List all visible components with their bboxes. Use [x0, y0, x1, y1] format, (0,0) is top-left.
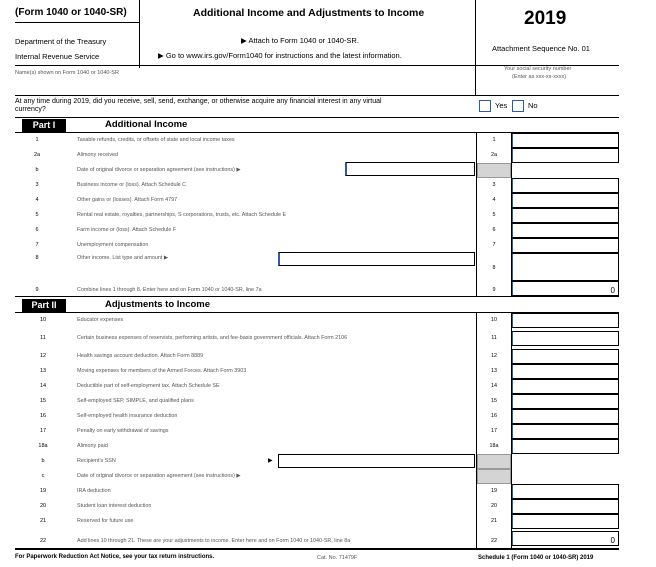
line-amount-field[interactable] — [511, 514, 619, 529]
line-box-label: 20 — [491, 503, 497, 509]
line-num: 1 — [35, 137, 39, 143]
line-num: 6 — [35, 227, 39, 233]
line-box-label: 19 — [491, 488, 497, 494]
line-22-label: 22 — [491, 538, 497, 544]
line-amount-field[interactable] — [511, 193, 619, 208]
line-box-label: 6 — [492, 227, 496, 233]
line-amount-field[interactable] — [511, 364, 619, 379]
line-22-value: 0 — [610, 536, 615, 545]
line-description: Other income. List type and amount ▶ — [77, 255, 169, 261]
line-description: Alimony paid — [77, 443, 108, 449]
line-description: Business income or (loss). Attach Schedule C — [77, 182, 187, 188]
ssn-format: (Enter as xxx-xx-xxxx) — [512, 74, 567, 80]
other-income-type-field[interactable] — [278, 252, 475, 266]
line-description: Farm income or (loss). Attach Schedule F — [77, 227, 177, 233]
line-num: 16 — [39, 413, 47, 419]
shaded-cell — [477, 454, 511, 469]
line-description: Alimony received — [77, 152, 119, 158]
divorce-date-field-part1[interactable] — [345, 162, 475, 176]
line-amount-field[interactable] — [511, 349, 619, 364]
line-num: 13 — [39, 368, 47, 374]
line-box-label: 5 — [492, 212, 496, 218]
line-22-amount[interactable] — [511, 531, 619, 546]
header-line-a — [15, 22, 139, 23]
line-num: 7 — [35, 242, 39, 248]
line-box-label: 10 — [491, 317, 497, 323]
line-9-desc: Combine lines 1 through 8. Enter here and on Form 1040 or 1040-SR, line 7a — [77, 287, 262, 293]
yes-label: Yes — [495, 101, 508, 110]
part-2-col-line-a — [476, 312, 477, 548]
line-num: 3 — [35, 182, 39, 188]
line-amount-field[interactable] — [511, 148, 619, 163]
line-description: Educator expenses — [77, 317, 124, 323]
line-description: Student loan interest deduction — [77, 503, 152, 509]
ssn-label: Your social security number — [504, 66, 572, 72]
attach-instruction: ▶ Attach to Form 1040 or 1040-SR. — [241, 36, 359, 45]
line-22-desc: Add lines 10 through 21. These are your adjustments to income. Enter here and on Form 1040 or 1040-SR, line 8a — [77, 538, 351, 544]
part-2-col-line-b — [511, 312, 512, 548]
line-box-label: 1 — [492, 137, 496, 143]
line-box-label: 8 — [492, 265, 496, 271]
line-amount-field[interactable] — [511, 253, 619, 281]
line-22-num: 22 — [39, 538, 47, 544]
line-num: 5 — [35, 212, 39, 218]
header-divider-right — [475, 0, 476, 96]
line-box-label: 16 — [491, 413, 497, 419]
line-amount-field[interactable] — [511, 331, 619, 346]
tax-year: 2019 — [524, 8, 567, 29]
virtual-currency-question: At any time during 2019, did you receive, sell, send, exchange, or otherwise acquire any financial interest in any virtual — [15, 98, 382, 105]
part-1-title: Additional Income — [105, 119, 188, 130]
line-num: b — [41, 458, 45, 464]
line-amount-field[interactable] — [511, 313, 619, 328]
part-1-end-line — [15, 296, 619, 297]
line-9-num: 9 — [35, 287, 39, 293]
line-num: 12 — [39, 353, 47, 359]
line-box-label: 13 — [491, 368, 497, 374]
line-num: b — [35, 167, 39, 173]
line-num: 19 — [39, 488, 47, 494]
part-2-tag: Part II — [22, 299, 66, 312]
line-num: 20 — [39, 503, 47, 509]
line-9-value: 0 — [610, 286, 615, 295]
line-description: Other gains or (losses). Attach Form 4797 — [77, 197, 178, 203]
part-2-title: Adjustments to Income — [105, 299, 211, 310]
part-1-col-line-b — [511, 132, 512, 296]
line-amount-field[interactable] — [511, 208, 619, 223]
cat-number: Cat. No. 71479F — [317, 555, 358, 561]
line-amount-field[interactable] — [511, 379, 619, 394]
recipient-ssn-field[interactable] — [278, 454, 475, 468]
line-num: 2a — [33, 152, 41, 158]
line-box-label: 11 — [491, 335, 497, 341]
shaded-cell — [477, 163, 511, 178]
no-checkbox[interactable] — [512, 100, 524, 112]
attachment-sequence: Attachment Sequence No. 01 — [492, 44, 590, 53]
line-9-label: 9 — [492, 287, 496, 293]
line-num: 11 — [40, 335, 46, 341]
line-description: Rental real estate, royalties, partnerships, S corporations, trusts, etc. Attach Schedule E — [77, 212, 287, 218]
line-num: 4 — [35, 197, 39, 203]
line-amount-field[interactable] — [511, 484, 619, 499]
line-amount-field[interactable] — [511, 223, 619, 238]
header-line-c — [15, 95, 619, 96]
goto-instruction: ▶ Go to www.irs.gov/Form1040 for instructions and the latest information. — [158, 51, 402, 60]
line-num: 8 — [35, 255, 39, 261]
line-description: Penalty on early withdrawal of savings — [77, 428, 169, 434]
line-amount-field[interactable] — [511, 394, 619, 409]
line-num: 10 — [39, 317, 47, 323]
line-description: Reserved for future use — [77, 518, 134, 524]
line-box-label: 14 — [491, 383, 497, 389]
irs-label: Internal Revenue Service — [15, 52, 100, 61]
line-description: Date of original divorce or separation agreement (see instructions) ▶ — [77, 473, 241, 479]
department: Department of the Treasury — [15, 37, 107, 46]
no-label: No — [528, 101, 538, 110]
line-description: Self-employed SEP, SIMPLE, and qualified plans — [77, 398, 194, 404]
line-num: 18a — [38, 443, 48, 449]
line-amount-field[interactable] — [511, 133, 619, 148]
virtual-currency-line — [15, 117, 619, 118]
yes-checkbox[interactable] — [479, 100, 491, 112]
schedule-footer: Schedule 1 (Form 1040 or 1040-SR) 2019 — [478, 555, 594, 561]
part-1-tag: Part I — [22, 119, 66, 132]
paperwork-notice: For Paperwork Reduction Act Notice, see your tax return instructions. — [15, 554, 215, 560]
line-box-label: 21 — [491, 518, 497, 524]
line-description: Taxable refunds, credits, or offsets of state and local income taxes — [77, 137, 235, 143]
line-amount-field[interactable] — [511, 424, 619, 439]
line-amount-field[interactable] — [511, 499, 619, 514]
line-description: IRA deduction — [77, 488, 111, 494]
line-box-label: 2a — [491, 152, 497, 158]
line-box-label: 4 — [492, 197, 496, 203]
line-box-label: 15 — [491, 398, 497, 404]
line-box-label: 7 — [492, 242, 496, 248]
line-description: Certain business expenses of reservists, performing artists, and fee-basis government officials. Attach Form 2106 — [77, 335, 348, 341]
line-description: Self-employed health insurance deduction — [77, 413, 178, 419]
line-description: Health savings account deduction. Attach Form 8889 — [77, 353, 204, 359]
line-amount-field[interactable] — [511, 439, 619, 454]
line-num: 15 — [39, 398, 47, 404]
line-description: Moving expenses for members of the Armed Forces. Attach Form 3903 — [77, 368, 247, 374]
line-amount-field[interactable] — [511, 409, 619, 424]
line-num: c — [41, 473, 45, 479]
line-amount-field[interactable] — [511, 178, 619, 193]
line-box-label: 12 — [491, 353, 497, 359]
line-description: Deductible part of self-employment tax. Attach Schedule SE — [77, 383, 220, 389]
line-num: 21 — [39, 518, 47, 524]
part-1-col-line-a — [476, 132, 477, 296]
line-description: Date of original divorce or separation agreement (see instructions) ▶ — [77, 167, 241, 173]
line-description: Unemployment compensation — [77, 242, 149, 248]
line-num: 17 — [39, 428, 47, 434]
line-amount-field[interactable] — [511, 238, 619, 253]
ssn-arrow-icon: ▶ — [268, 458, 273, 464]
line-9-amount[interactable] — [511, 281, 619, 296]
line-box-label: 17 — [491, 428, 497, 434]
shaded-cell — [477, 469, 511, 484]
names-label: Name(s) shown on Form 1040 or 1040-SR — [15, 70, 119, 76]
line-box-label: 3 — [492, 182, 496, 188]
line-num: 14 — [39, 383, 47, 389]
form-label: (Form 1040 or 1040-SR) — [15, 7, 127, 18]
virtual-currency-question-2: currency? — [15, 106, 46, 113]
line-description: Recipient's SSN — [77, 458, 116, 464]
form-title: Additional Income and Adjustments to Income — [193, 7, 425, 19]
line-box-label: 18a — [489, 443, 499, 449]
part-2-end-line — [15, 548, 619, 550]
header-divider-left — [139, 0, 140, 68]
